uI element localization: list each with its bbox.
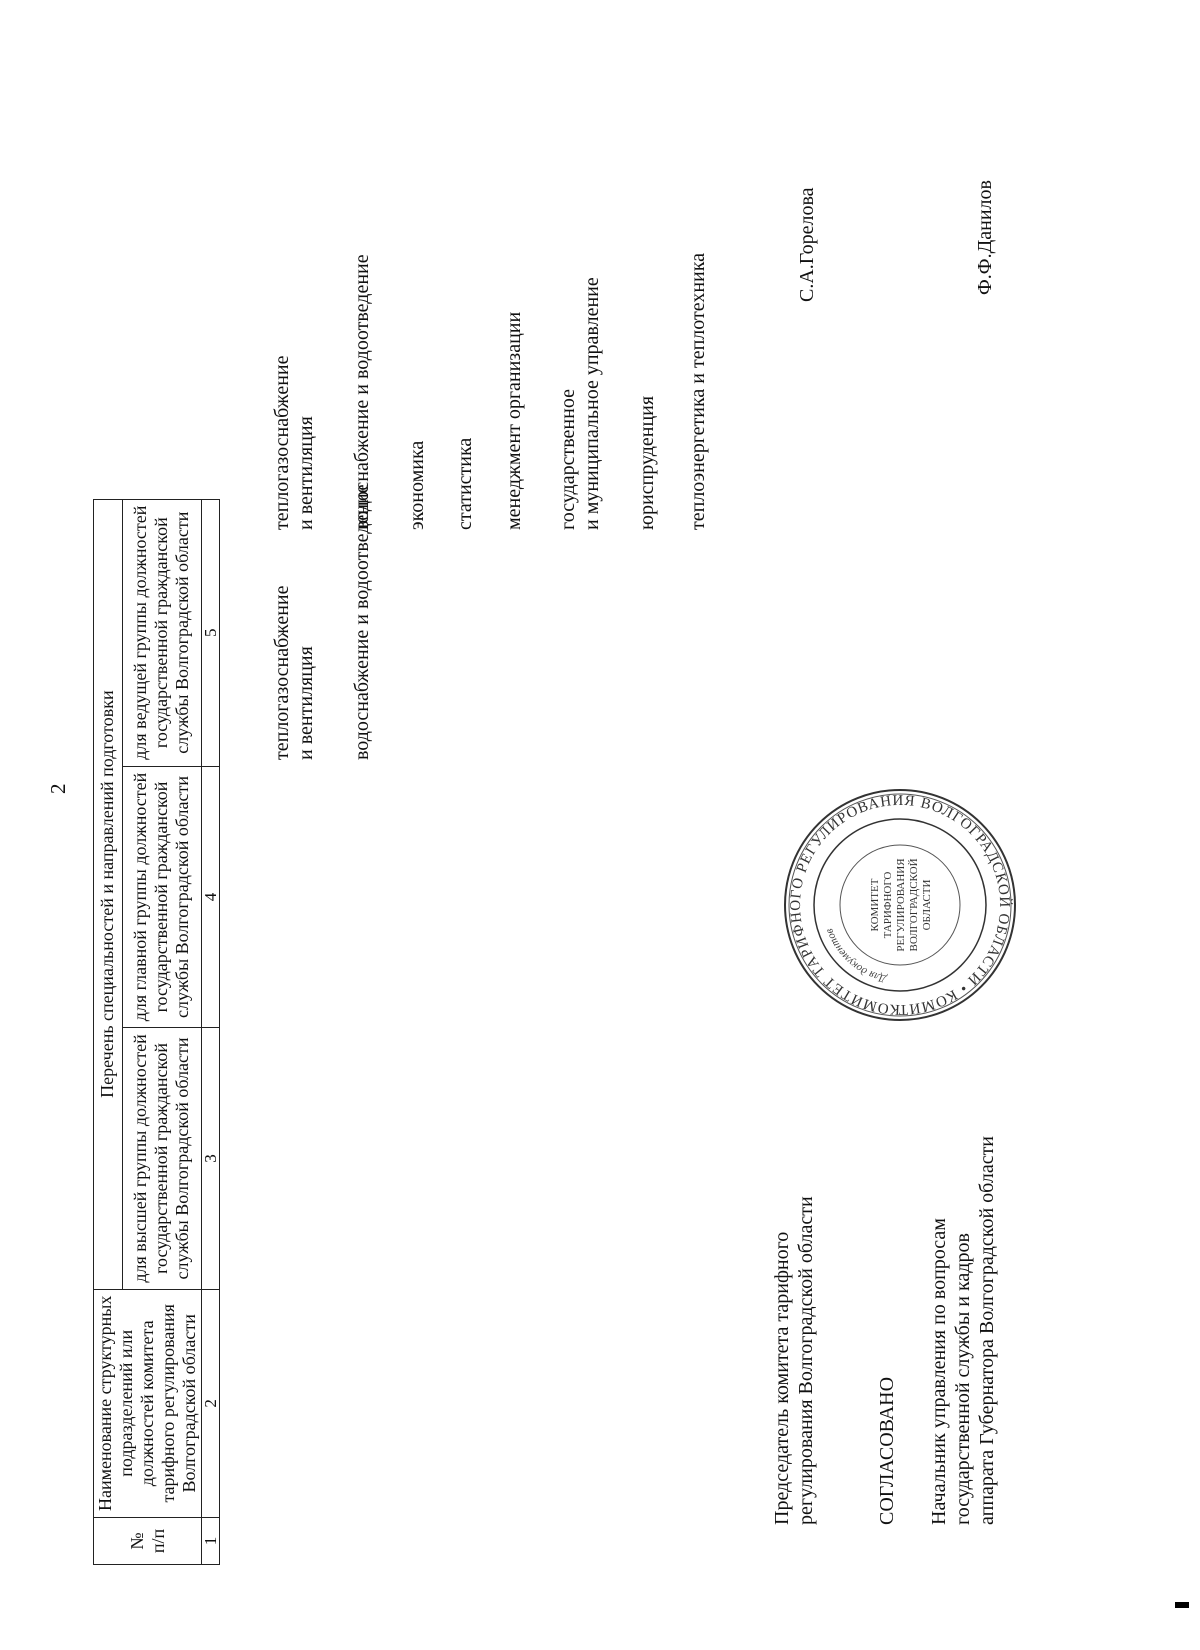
header-col-leading-group — [122, 499, 201, 766]
svg-text:КОМИТЕТ ТАРИФНОГО РЕГУЛИРОВАНИ: КОМИТЕТ ТАРИФНОГО РЕГУЛИРОВАНИЯ ВОЛГОГРАДСКОЙ ОБЛАСТИ • КОМИТ — [787, 792, 1013, 1018]
header-col-number — [94, 1518, 202, 1565]
text-line: Начальник управления по вопросам — [928, 1218, 950, 1525]
svg-text:Для документов: Для документов — [823, 926, 888, 985]
header-col-unit-name — [94, 1289, 202, 1517]
header-group-specialties: Перечень специальностей и направлений подготовки — [94, 499, 123, 1289]
text-line: регулирования Волгоградской области — [795, 1196, 817, 1525]
col5-item — [405, 441, 429, 530]
svg-text:РЕГУЛИРОВАНИЯ: РЕГУЛИРОВАНИЯ — [895, 858, 907, 952]
text-line: менеджмент организации — [503, 311, 525, 530]
text-line: № — [126, 1532, 147, 1550]
text-line: тарифного регулирования — [158, 1304, 178, 1503]
text-line: водоснабжение и водоотведение — [351, 484, 373, 760]
column-number: 4 — [202, 766, 220, 1028]
chairman-title — [770, 1196, 818, 1525]
text-line: аппарата Губернатора Волгоградской области — [976, 1135, 998, 1525]
text-line: и вентиляция — [295, 646, 317, 760]
text-line: теплогазоснабжение — [271, 355, 293, 530]
text-line: государственной гражданской — [151, 517, 172, 749]
text-line: для главной группы должностей — [130, 772, 151, 1022]
text-line: теплоэнергетика и теплотехника — [687, 252, 709, 530]
text-line: государственной гражданской — [151, 781, 172, 1013]
scan-mark — [1175, 1602, 1189, 1608]
col5-item — [453, 438, 477, 530]
text-line: и муниципальное управление — [581, 277, 603, 530]
col5-item — [686, 253, 710, 530]
text-line: службы Волгоградской области — [172, 1037, 193, 1280]
text-line: государственной гражданской — [151, 1043, 172, 1274]
text-line: юриспруденция — [636, 395, 658, 530]
svg-text:КОМИТЕТ: КОМИТЕТ — [869, 878, 881, 932]
col5-item — [350, 254, 374, 530]
text-line: службы Волгоградской области — [172, 775, 193, 1019]
col4-item — [270, 585, 318, 760]
text-line: Наименование структурных — [95, 1295, 115, 1511]
column-number: 1 — [202, 1518, 220, 1565]
text-line: службы Волгоградской области — [172, 511, 193, 754]
column-number: 2 — [202, 1289, 220, 1517]
agreed-label: СОГЛАСОВАНО — [876, 1376, 898, 1525]
svg-text:ТАРИФНОГО: ТАРИФНОГО — [882, 871, 894, 939]
header-row-1 — [94, 499, 123, 1564]
column-number: 3 — [202, 1028, 220, 1289]
specialties-table — [93, 499, 220, 1565]
text-line: государственной службы и кадров — [952, 1233, 974, 1525]
text-line: подразделений или — [116, 1329, 136, 1477]
col5-item — [635, 396, 659, 530]
text-line: статистика — [454, 437, 476, 530]
text-line: теплогазоснабжение — [271, 585, 293, 760]
text-line: п/п — [147, 1528, 168, 1554]
text-line: для высшей группы должностей — [130, 1034, 151, 1283]
text-line: государственное — [557, 389, 579, 530]
svg-text:ОБЛАСТИ: ОБЛАСТИ — [921, 879, 933, 931]
text-line: Волгоградской области — [179, 1314, 199, 1493]
text-line: для ведущей группы должностей — [130, 505, 151, 760]
text-line: и вентиляция — [295, 416, 317, 530]
header-col-highest-group — [122, 1028, 201, 1289]
text-line: водоснабжение и водоотведение — [351, 254, 373, 530]
col5-item — [556, 277, 604, 530]
page-number: 2 — [46, 783, 70, 794]
official-stamp — [780, 785, 1020, 1025]
head-name: Ф.Ф.Данилов — [974, 180, 996, 295]
col5-item — [270, 355, 318, 530]
header-col-main-group — [122, 766, 201, 1028]
head-title — [927, 1136, 999, 1525]
text-line: должностей комитета — [137, 1320, 157, 1487]
text-line: Председатель комитета тарифного — [771, 1231, 793, 1525]
col5-item — [502, 312, 526, 530]
svg-text:ВОЛГОГРАДСКОЙ: ВОЛГОГРАДСКОЙ — [908, 858, 920, 952]
text-line: экономика — [406, 440, 428, 530]
stamp-graphic — [780, 785, 1020, 1025]
column-number: 5 — [202, 499, 220, 766]
chairman-name: С.А.Горелова — [796, 187, 818, 302]
column-number-row — [202, 499, 220, 1564]
